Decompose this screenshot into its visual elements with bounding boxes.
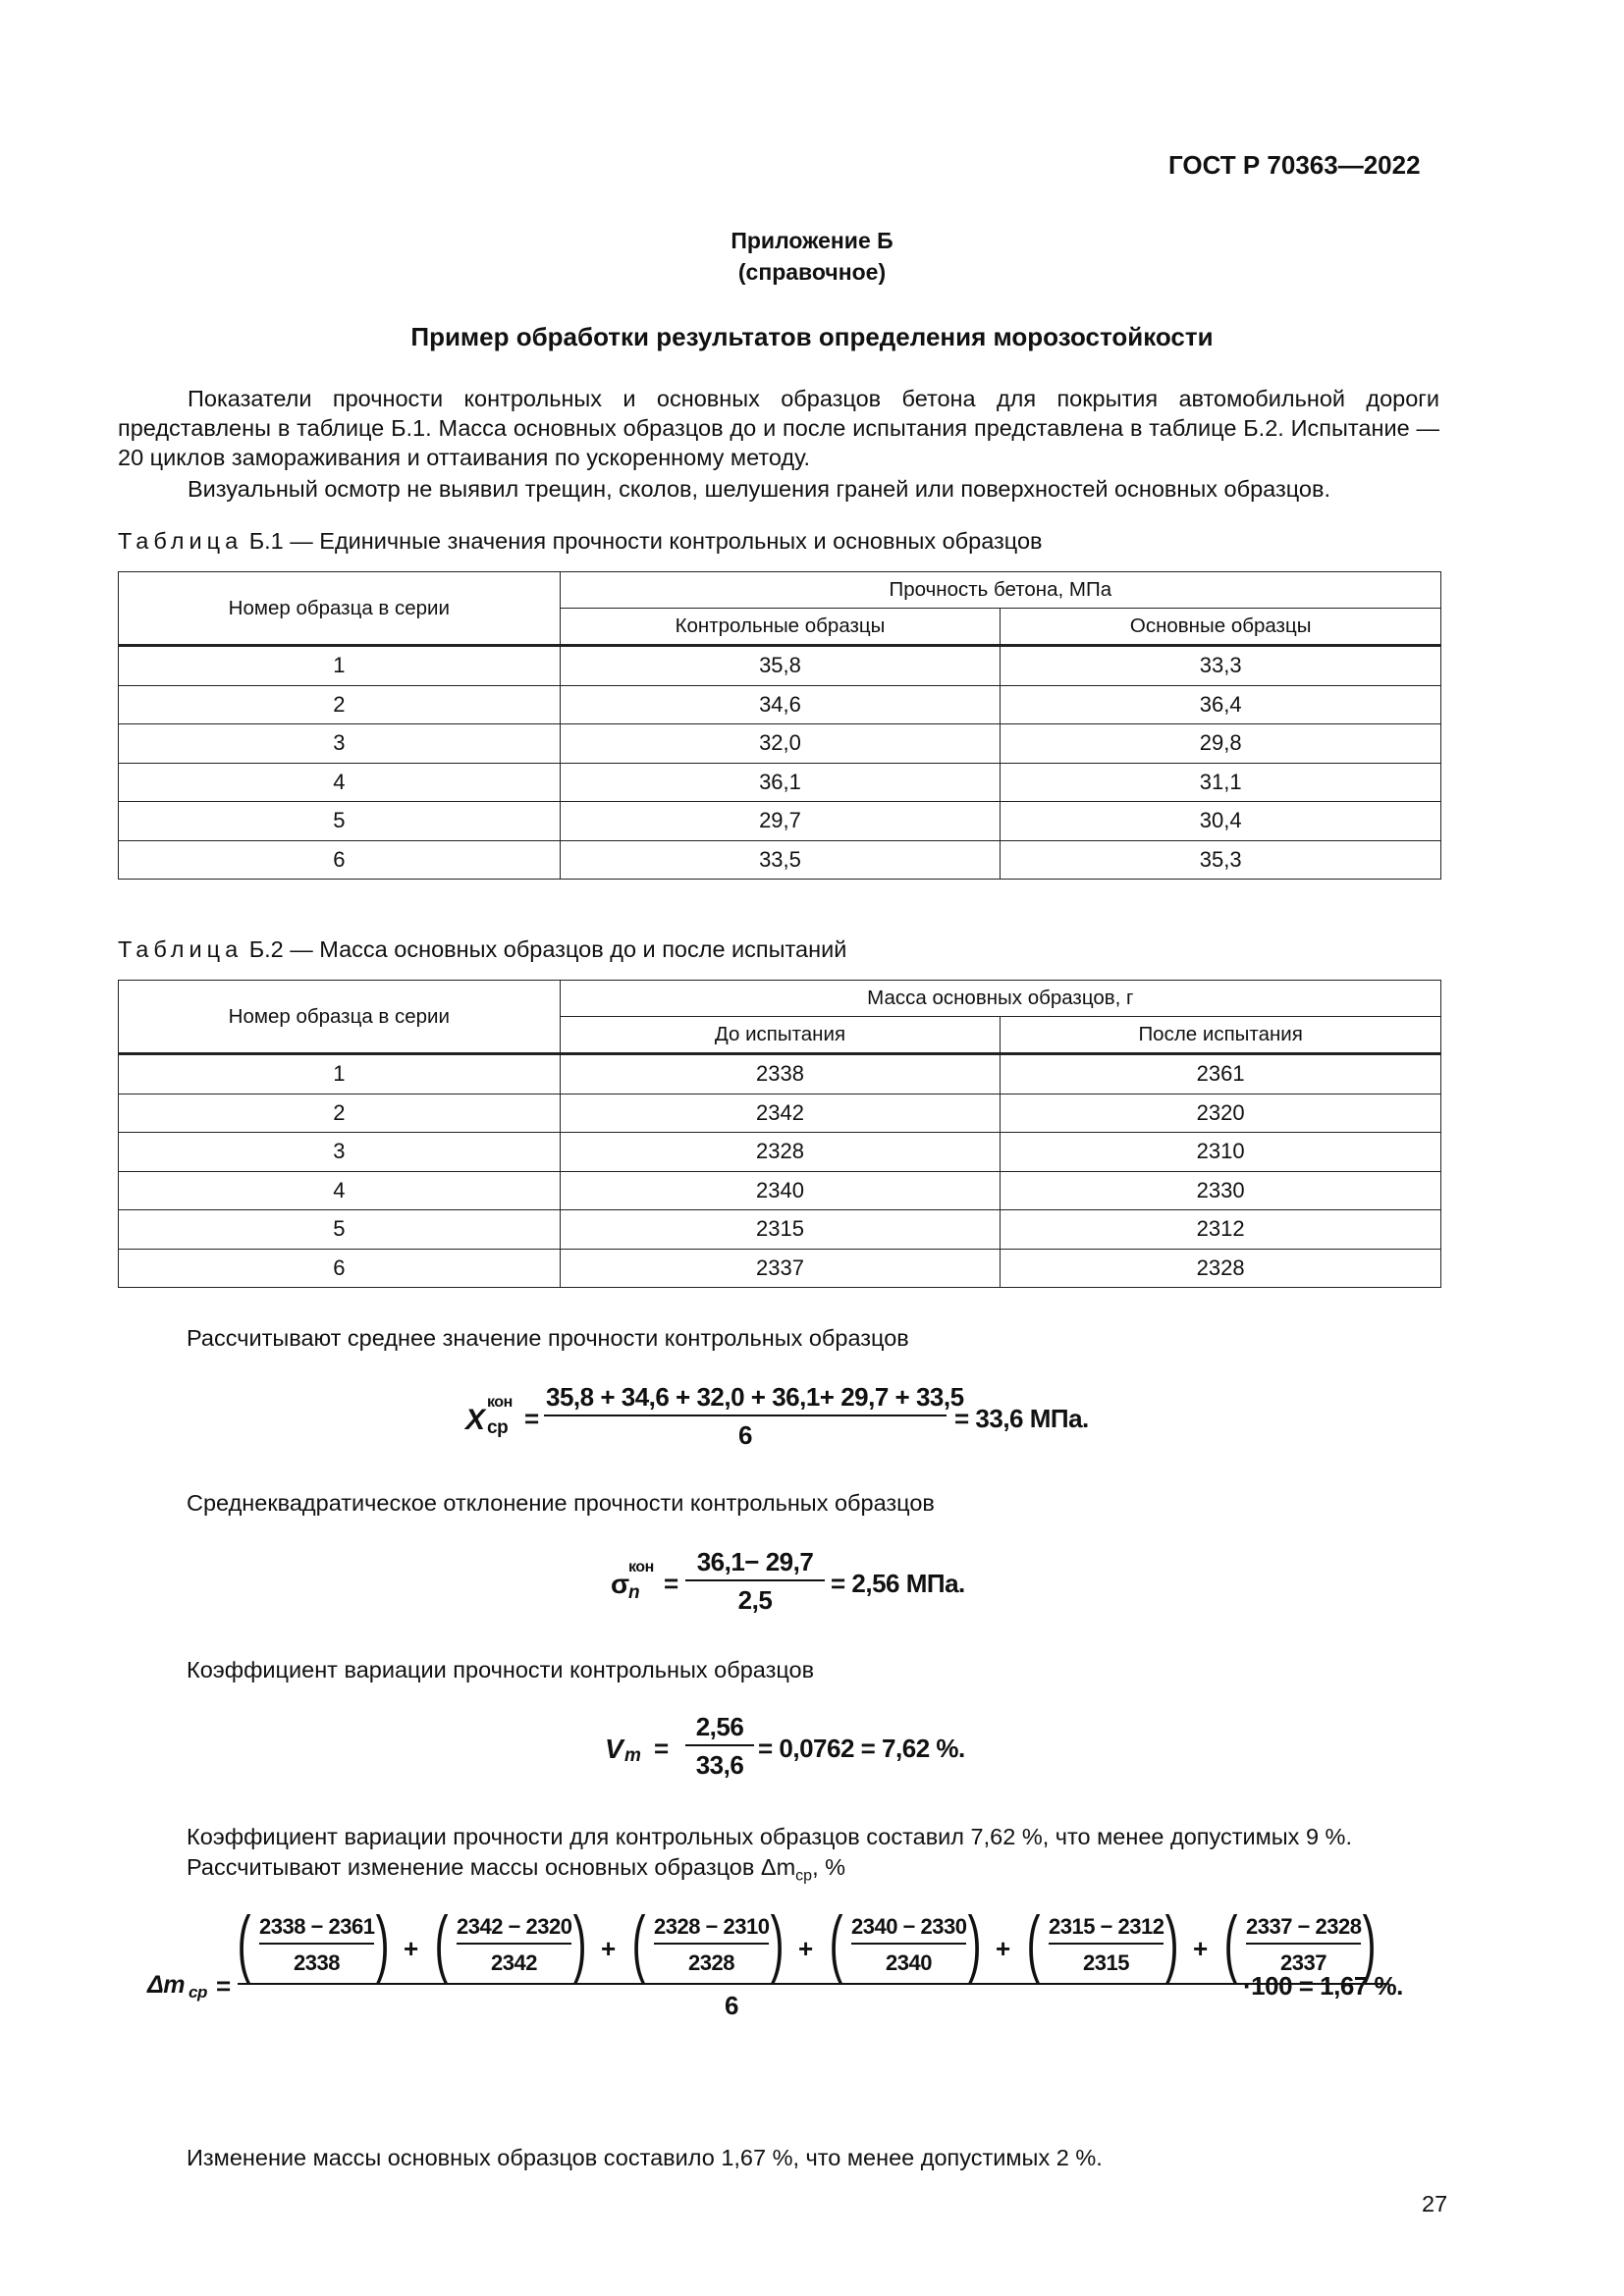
mean-fraction <box>544 1382 964 1451</box>
equals-sign: = <box>664 1569 678 1598</box>
table-cell: 2328 <box>560 1133 1001 1172</box>
table2-caption-text: Б.2 — Масса основных образцов до и после испытаний <box>248 936 847 962</box>
table-row <box>119 1210 1441 1250</box>
table-header-row <box>119 981 1441 1017</box>
table-cell: 36,1 <box>560 763 1001 802</box>
table-cell: 2340 <box>560 1171 1001 1210</box>
table-cell: 2337 <box>560 1249 1001 1288</box>
right-paren: ) <box>770 1901 785 1985</box>
dm-term-numerator: 2340 − 2330 <box>851 1914 966 1945</box>
dm-term-fraction <box>259 1914 374 1976</box>
table1-strength <box>118 571 1441 880</box>
table2-col-group: Масса основных образцов, г <box>560 981 1440 1017</box>
dm-term-denominator: 2328 <box>688 1950 734 1975</box>
dm-term-numerator: 2338 − 2361 <box>259 1914 374 1945</box>
dm-term-fraction <box>851 1914 966 1976</box>
table-cell: 2 <box>119 1094 561 1133</box>
page-number: 27 <box>1422 2191 1448 2216</box>
table-cell: 36,4 <box>1001 685 1441 724</box>
table-cell: 2328 <box>1001 1249 1441 1288</box>
table-cell: 3 <box>119 724 561 764</box>
mean-text: Рассчитывают среднее значение прочности контрольных образцов <box>187 1325 909 1351</box>
right-paren: ) <box>1362 1901 1377 1985</box>
sd-result: = 2,56 МПа. <box>831 1569 965 1598</box>
table2-col-sample: Номер образца в серии <box>119 981 561 1054</box>
mean-denominator: 6 <box>738 1420 752 1450</box>
table-row <box>119 685 1441 724</box>
dm-term-numerator: 2337 − 2328 <box>1246 1914 1361 1945</box>
dm-text <box>187 1854 845 1886</box>
dm-term-numerator: 2342 − 2320 <box>457 1914 571 1945</box>
table-cell: 2310 <box>1001 1133 1441 1172</box>
table1-caption <box>118 528 1043 555</box>
plus-sign: + <box>996 1934 1010 1963</box>
cv-denominator: 33,6 <box>695 1750 744 1780</box>
mean-numerator: 35,8 + 34,6 + 32,0 + 36,1+ 29,7 + 33,5 <box>544 1382 947 1416</box>
cv-sub: m <box>624 1745 641 1766</box>
right-paren: ) <box>375 1901 390 1985</box>
left-paren: ( <box>1223 1901 1238 1985</box>
table1-col-group: Прочность бетона, МПа <box>560 572 1440 609</box>
table2-mass <box>118 980 1441 1288</box>
table-cell: 2342 <box>560 1094 1001 1133</box>
equals-sign: = <box>216 1971 231 2001</box>
appendix-title: Приложение Б <box>731 228 893 253</box>
table1-body <box>119 646 1441 880</box>
sd-denominator: 2,5 <box>737 1585 773 1615</box>
table-cell: 35,8 <box>560 646 1001 686</box>
dm-terms <box>237 1901 1391 1989</box>
left-paren: ( <box>631 1901 646 1985</box>
table-row <box>119 724 1441 764</box>
table2-col-after: После испытания <box>1001 1017 1441 1054</box>
left-paren: ( <box>1026 1901 1041 1985</box>
table-cell: 2315 <box>560 1210 1001 1250</box>
dm-denominator: 6 <box>725 1991 738 2020</box>
table-row <box>119 802 1441 841</box>
table1-col-main: Основные образцы <box>1001 609 1441 646</box>
table-cell: 2330 <box>1001 1171 1441 1210</box>
left-paren: ( <box>829 1901 843 1985</box>
table1-col-sample: Номер образца в серии <box>119 572 561 646</box>
dm-text-end: , % <box>812 1854 846 1880</box>
table-cell: 5 <box>119 1210 561 1250</box>
cv-text: Коэффициент вариации прочности контрольных образцов <box>187 1657 815 1682</box>
table-row <box>119 646 1441 686</box>
mean-lhs: X <box>465 1404 485 1436</box>
sd-sup: кон <box>628 1559 654 1575</box>
table-cell: 2338 <box>560 1054 1001 1095</box>
table-cell: 1 <box>119 1054 561 1095</box>
table-row <box>119 1249 1441 1288</box>
plus-sign: + <box>798 1934 813 1963</box>
appendix-subtitle: (справочное) <box>737 259 887 285</box>
table-row <box>119 1054 1441 1095</box>
intro-paragraph-1: Показатели прочности контрольных и основных образцов бетона для покрытия автомобильной дороги представлены в таблице Б.1. Масса основных образцов до и после испытания представлена в таблице Б.2. Испытание — 20 циклов замораживания и оттаивания по ускоренному методу. <box>118 386 1439 470</box>
mean-sub: ср <box>487 1417 509 1438</box>
table1-col-control: Контрольные образцы <box>560 609 1001 646</box>
table-cell: 4 <box>119 763 561 802</box>
table-row <box>119 840 1441 880</box>
dm-fraction-bar <box>238 1983 1389 1985</box>
table-cell: 34,6 <box>560 685 1001 724</box>
table-row <box>119 1171 1441 1210</box>
table-cell: 6 <box>119 840 561 880</box>
cv-result: = 0,0762 = 7,62 %. <box>758 1734 965 1763</box>
table-cell: 5 <box>119 802 561 841</box>
dm-term-numerator: 2315 − 2312 <box>1049 1914 1164 1945</box>
section-heading: Пример обработки результатов определения морозостойкости <box>410 322 1214 351</box>
cv-numerator: 2,56 <box>685 1712 754 1746</box>
table-row <box>119 1094 1441 1133</box>
document-standard-number: ГОСТ Р 70363—2022 <box>1168 150 1421 180</box>
sd-lhs: σ <box>611 1569 629 1599</box>
plus-sign: + <box>601 1934 616 1963</box>
table-row <box>119 763 1441 802</box>
left-paren: ( <box>237 1901 251 1985</box>
mean-sup: кон <box>487 1394 513 1411</box>
table1-caption-text: Б.1 — Единичные значения прочности контрольных и основных образцов <box>248 528 1043 554</box>
dm-conclusion: Изменение массы основных образцов составило 1,67 %, что менее допустимых 2 %. <box>187 2145 1103 2170</box>
table1-caption-word: Таблица <box>118 528 244 554</box>
sd-fraction <box>685 1547 825 1616</box>
table2-caption <box>118 936 846 963</box>
sd-numerator: 36,1− 29,7 <box>685 1547 825 1581</box>
dm-term-denominator: 2315 <box>1083 1950 1129 1975</box>
plus-sign: + <box>1193 1934 1208 1963</box>
table-cell: 30,4 <box>1001 802 1441 841</box>
dm-term-denominator: 2338 <box>294 1950 340 1975</box>
dm-term-fraction <box>654 1914 769 1976</box>
mean-formula <box>465 1382 1113 1461</box>
table-cell: 2312 <box>1001 1210 1441 1250</box>
table2-col-before: До испытания <box>560 1017 1001 1054</box>
table-cell: 1 <box>119 646 561 686</box>
table-cell: 29,8 <box>1001 724 1441 764</box>
dm-sub: ср <box>189 1983 207 2002</box>
cv-lhs: V <box>605 1734 623 1764</box>
table-cell: 35,3 <box>1001 840 1441 880</box>
table-cell: 3 <box>119 1133 561 1172</box>
dm-term-denominator: 2337 <box>1280 1950 1326 1975</box>
dm-term-denominator: 2340 <box>886 1950 932 1975</box>
cv-conclusion: Коэффициент вариации прочности для контрольных образцов составил 7,62 %, что менее допустимых 9 %. <box>187 1824 1352 1849</box>
mean-result: = 33,6 МПа. <box>954 1404 1089 1433</box>
right-paren: ) <box>967 1901 982 1985</box>
equals-sign: = <box>524 1404 539 1433</box>
dm-lhs: Δm <box>147 1971 186 1999</box>
dm-term-fraction <box>1246 1914 1361 1976</box>
sd-sub: n <box>628 1582 640 1603</box>
table-cell: 33,3 <box>1001 646 1441 686</box>
table-cell: 2361 <box>1001 1054 1441 1095</box>
cv-fraction <box>685 1712 754 1781</box>
sd-formula <box>611 1547 1023 1626</box>
dm-term-numerator: 2328 − 2310 <box>654 1914 769 1945</box>
plus-sign: + <box>404 1934 418 1963</box>
table-row <box>119 1133 1441 1172</box>
table2-caption-word: Таблица <box>118 936 244 962</box>
table-cell: 31,1 <box>1001 763 1441 802</box>
table-header-row <box>119 572 1441 609</box>
table-cell: 2320 <box>1001 1094 1441 1133</box>
sd-text: Среднеквадратическое отклонение прочности контрольных образцов <box>187 1490 935 1516</box>
table-cell: 2 <box>119 685 561 724</box>
dm-term-fraction <box>457 1914 571 1976</box>
right-paren: ) <box>572 1901 587 1985</box>
dm-text-main: Рассчитывают изменение массы основных образцов Δm <box>187 1854 796 1880</box>
intro-paragraph-2: Визуальный осмотр не выявил трещин, сколов, шелушения граней или поверхностей основных образцов. <box>188 476 1331 502</box>
left-paren: ( <box>434 1901 449 1985</box>
table-cell: 6 <box>119 1249 561 1288</box>
cv-formula <box>605 1712 978 1790</box>
dm-term-denominator: 2342 <box>491 1950 537 1975</box>
dm-formula <box>147 1901 1414 2032</box>
dm-term-fraction <box>1049 1914 1164 1976</box>
table-cell: 33,5 <box>560 840 1001 880</box>
table-cell: 29,7 <box>560 802 1001 841</box>
dm-result: ·100 = 1,67 %. <box>1243 1971 1403 2001</box>
equals-sign: = <box>654 1734 669 1763</box>
dm-text-sub: ср <box>795 1867 813 1885</box>
table-cell: 4 <box>119 1171 561 1210</box>
table-cell: 32,0 <box>560 724 1001 764</box>
right-paren: ) <box>1164 1901 1179 1985</box>
table2-body <box>119 1054 1441 1288</box>
